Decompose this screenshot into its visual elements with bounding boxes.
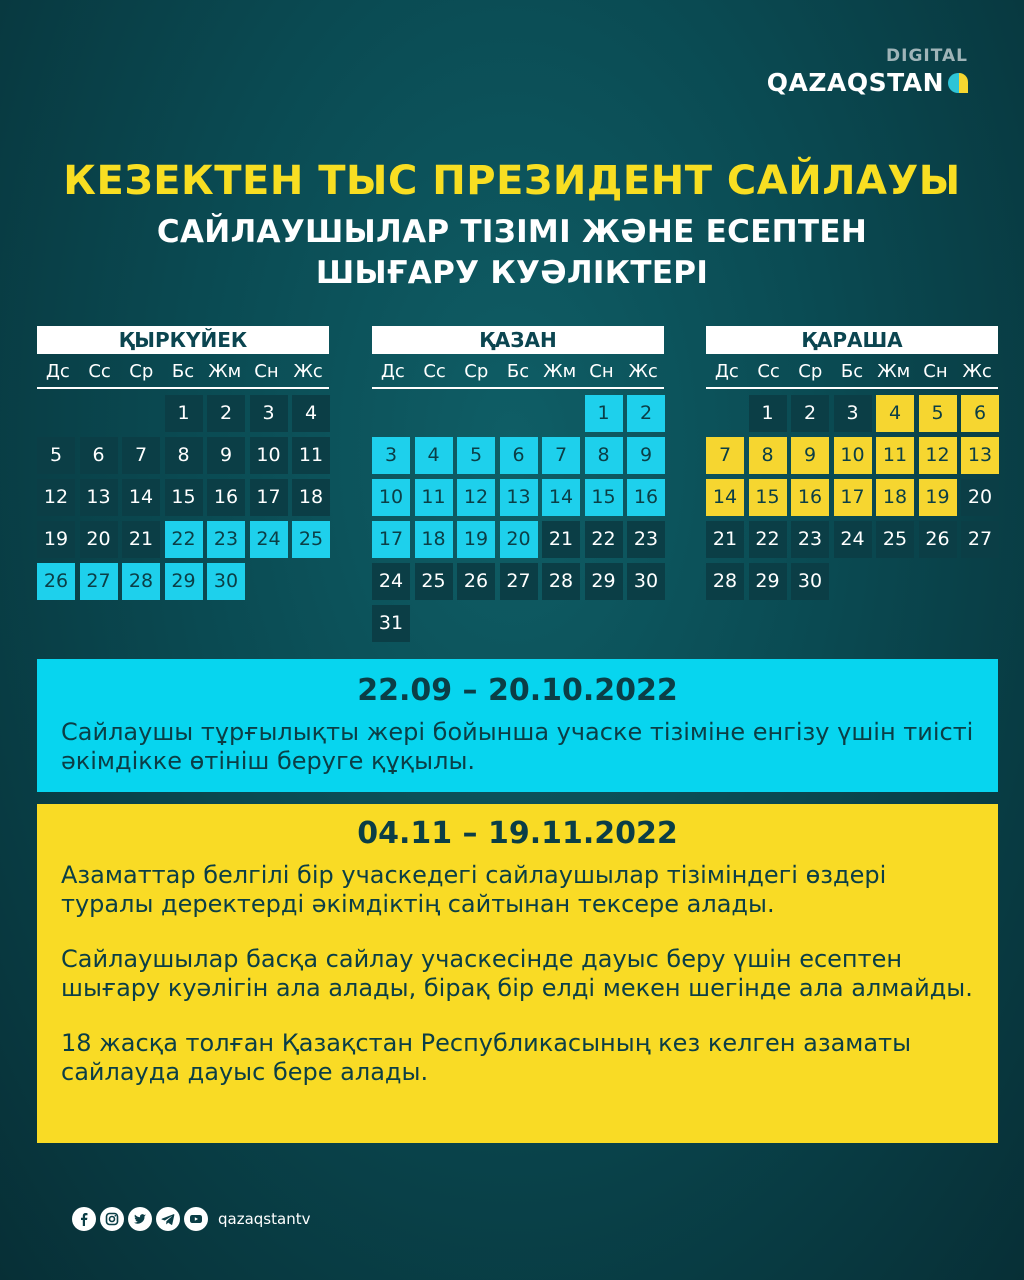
day-cell: 24	[372, 563, 410, 600]
period-dates: 04.11 – 19.11.2022	[357, 816, 678, 851]
day-cell: 28	[542, 563, 580, 600]
period-text-3: 18 жасқа толған Қазақстан Республикасының кез келген азаматы сайлауда дауыс бере алады.	[61, 1029, 912, 1086]
day-cell: 21	[706, 521, 744, 558]
weekday-label: Дс	[45, 361, 70, 382]
calendar-september	[37, 326, 329, 600]
day-cell: 14	[122, 479, 160, 516]
day-cell: 7	[542, 437, 580, 474]
period-text-2: Сайлаушылар басқа сайлау учаскесінде дауыс беру үшін есептен шығару куәлігін ала алады, бірақ бір елді мекен шегінде ала алмайды.	[61, 945, 973, 1002]
day-cell: 12	[37, 479, 75, 516]
brand-logo	[767, 46, 968, 97]
weekday-label: Жм	[543, 361, 577, 382]
calendar-month-title: ҚАЗАН	[372, 326, 664, 354]
day-cell: 22	[585, 521, 623, 558]
empty-cell	[80, 395, 118, 432]
twitter-icon[interactable]	[128, 1207, 152, 1231]
day-cell: 6	[500, 437, 538, 474]
day-cell: 29	[585, 563, 623, 600]
telegram-icon[interactable]	[156, 1207, 180, 1231]
day-cell: 1	[749, 395, 787, 432]
empty-cell	[415, 395, 453, 432]
day-cell: 1	[165, 395, 203, 432]
weekday-label: Жс	[628, 361, 658, 382]
weekday-label: Бс	[506, 361, 530, 382]
period-dates: 22.09 – 20.10.2022	[357, 673, 678, 708]
weekday-label: Сс	[757, 361, 780, 382]
day-cell: 26	[457, 563, 495, 600]
empty-cell	[500, 395, 538, 432]
day-cell: 6	[80, 437, 118, 474]
weekday-row	[706, 358, 998, 386]
social-handle[interactable]: qazaqstantv	[218, 1210, 311, 1228]
instagram-icon[interactable]	[100, 1207, 124, 1231]
day-grid	[372, 395, 664, 642]
weekday-label: Жм	[877, 361, 911, 382]
day-cell: 15	[749, 479, 787, 516]
day-cell: 6	[961, 395, 999, 432]
day-cell: 7	[122, 437, 160, 474]
day-cell: 8	[585, 437, 623, 474]
weekday-row	[37, 358, 329, 386]
logo-digital-text: DIGITAL	[886, 46, 968, 66]
day-cell: 5	[919, 395, 957, 432]
day-cell: 19	[457, 521, 495, 558]
day-cell: 11	[292, 437, 330, 474]
calendar-month-title: ҚАРАША	[706, 326, 998, 354]
day-cell: 14	[706, 479, 744, 516]
day-cell: 19	[37, 521, 75, 558]
day-cell: 21	[122, 521, 160, 558]
day-cell: 22	[165, 521, 203, 558]
day-grid	[706, 395, 998, 600]
page-subtitle	[0, 212, 1024, 294]
day-cell: 20	[80, 521, 118, 558]
calendar-november	[706, 326, 998, 600]
day-cell: 18	[876, 479, 914, 516]
weekday-label: Дс	[714, 361, 739, 382]
day-cell: 28	[706, 563, 744, 600]
period-box-registration	[37, 659, 998, 792]
day-cell: 5	[37, 437, 75, 474]
empty-cell	[542, 395, 580, 432]
day-cell: 16	[627, 479, 665, 516]
day-cell: 11	[876, 437, 914, 474]
day-cell: 30	[791, 563, 829, 600]
day-cell: 3	[834, 395, 872, 432]
day-cell: 2	[207, 395, 245, 432]
day-cell: 20	[961, 479, 999, 516]
day-cell: 2	[627, 395, 665, 432]
day-cell: 25	[876, 521, 914, 558]
day-cell: 4	[292, 395, 330, 432]
empty-cell	[37, 395, 75, 432]
day-cell: 14	[542, 479, 580, 516]
day-cell: 24	[250, 521, 288, 558]
day-cell: 11	[415, 479, 453, 516]
day-cell: 17	[372, 521, 410, 558]
day-grid	[37, 395, 329, 600]
weekday-label: Сс	[423, 361, 446, 382]
day-cell: 25	[292, 521, 330, 558]
day-cell: 7	[706, 437, 744, 474]
day-cell: 9	[627, 437, 665, 474]
day-cell: 24	[834, 521, 872, 558]
day-cell: 27	[500, 563, 538, 600]
day-cell: 23	[207, 521, 245, 558]
day-cell: 13	[961, 437, 999, 474]
weekday-label: Жс	[293, 361, 323, 382]
day-cell: 13	[500, 479, 538, 516]
weekday-label: Ср	[129, 361, 154, 382]
day-cell: 10	[250, 437, 288, 474]
logo-mark-icon	[948, 73, 968, 93]
day-cell: 27	[961, 521, 999, 558]
day-cell: 4	[876, 395, 914, 432]
weekday-label: Бс	[171, 361, 195, 382]
day-cell: 17	[834, 479, 872, 516]
day-cell: 9	[791, 437, 829, 474]
day-cell: 10	[372, 479, 410, 516]
day-cell: 5	[457, 437, 495, 474]
day-cell: 8	[165, 437, 203, 474]
day-cell: 9	[207, 437, 245, 474]
day-cell: 2	[791, 395, 829, 432]
day-cell: 26	[37, 563, 75, 600]
day-cell: 3	[372, 437, 410, 474]
day-cell: 27	[80, 563, 118, 600]
day-cell: 4	[415, 437, 453, 474]
day-cell: 13	[80, 479, 118, 516]
weekday-label: Сс	[88, 361, 111, 382]
day-cell: 23	[627, 521, 665, 558]
weekday-label: Ср	[798, 361, 823, 382]
empty-cell	[372, 395, 410, 432]
empty-cell	[122, 395, 160, 432]
page-title: КЕЗЕКТЕН ТЫС ПРЕЗИДЕНТ САЙЛАУЫ	[63, 158, 961, 204]
day-cell: 30	[627, 563, 665, 600]
day-cell: 1	[585, 395, 623, 432]
day-cell: 19	[919, 479, 957, 516]
day-cell: 25	[415, 563, 453, 600]
day-cell: 18	[292, 479, 330, 516]
weekday-label: Сн	[923, 361, 948, 382]
youtube-icon[interactable]	[184, 1207, 208, 1231]
day-cell: 3	[250, 395, 288, 432]
day-cell: 31	[372, 605, 410, 642]
period-box-verification	[37, 804, 998, 1143]
day-cell: 16	[207, 479, 245, 516]
empty-cell	[457, 395, 495, 432]
weekday-label: Жс	[962, 361, 992, 382]
weekday-label: Бс	[840, 361, 864, 382]
day-cell: 18	[415, 521, 453, 558]
weekday-label: Дс	[380, 361, 405, 382]
day-cell: 17	[250, 479, 288, 516]
day-cell: 12	[457, 479, 495, 516]
day-cell: 23	[791, 521, 829, 558]
calendar-month-title: ҚЫРКҮЙЕК	[37, 326, 329, 354]
weekday-label: Жм	[208, 361, 242, 382]
empty-cell	[706, 395, 744, 432]
day-cell: 28	[122, 563, 160, 600]
weekday-label: Сн	[254, 361, 279, 382]
calendar-october	[372, 326, 664, 642]
day-cell: 15	[585, 479, 623, 516]
social-bar	[72, 1207, 310, 1231]
day-cell: 12	[919, 437, 957, 474]
weekday-label: Ср	[464, 361, 489, 382]
subtitle-line-1: САЙЛАУШЫЛАР ТІЗІМІ ЖӘНЕ ЕСЕПТЕН	[156, 214, 868, 250]
weekday-label: Сн	[589, 361, 614, 382]
day-cell: 22	[749, 521, 787, 558]
subtitle-line-2: ШЫҒАРУ КУӘЛІКТЕРІ	[315, 255, 709, 291]
day-cell: 21	[542, 521, 580, 558]
day-cell: 16	[791, 479, 829, 516]
day-cell: 30	[207, 563, 245, 600]
period-text: Сайлаушы тұрғылықты жері бойынша учаске тізіміне енгізу үшін тиісті әкімдікке өтініш беруге құқылы.	[61, 718, 974, 775]
day-cell: 29	[749, 563, 787, 600]
logo-wordmark: QAZAQSTAN	[766, 68, 944, 97]
day-cell: 29	[165, 563, 203, 600]
weekday-row	[372, 358, 664, 386]
day-cell: 20	[500, 521, 538, 558]
day-cell: 15	[165, 479, 203, 516]
facebook-icon[interactable]	[72, 1207, 96, 1231]
period-text-1: Азаматтар белгілі бір учаскедегі сайлаушылар тізіміндегі өздері туралы деректерді әкімдіктің сайтынан тексере алады.	[61, 861, 887, 918]
day-cell: 26	[919, 521, 957, 558]
day-cell: 10	[834, 437, 872, 474]
day-cell: 8	[749, 437, 787, 474]
